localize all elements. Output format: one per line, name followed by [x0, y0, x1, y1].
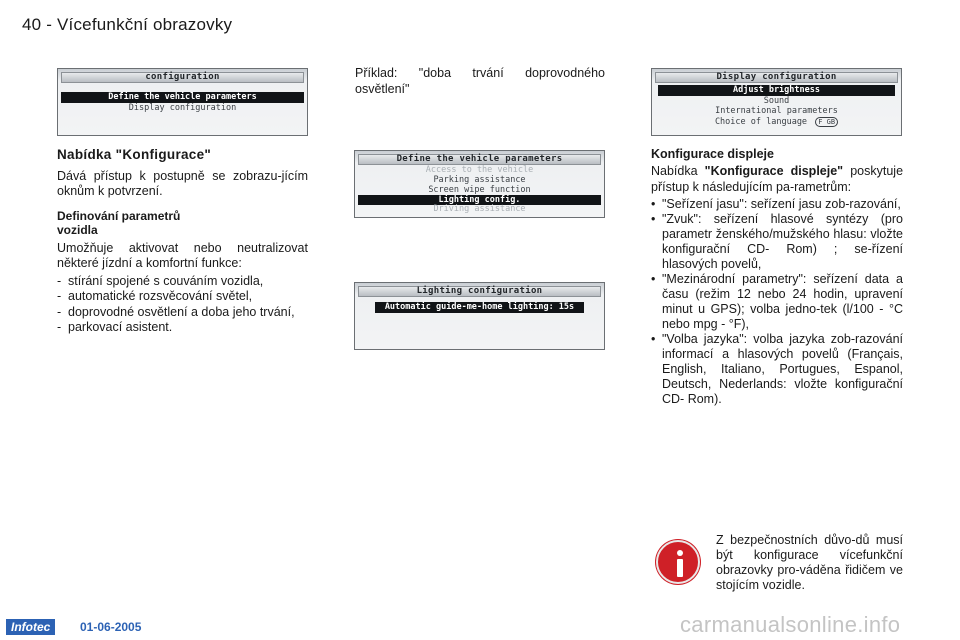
infotec-logo: Infotec — [6, 619, 55, 635]
menu-item-guide-me-home-lighting[interactable]: Automatic guide-me-home lighting: 15s — [375, 302, 584, 313]
menu-item-sound[interactable]: Sound — [763, 95, 790, 106]
screen-title: Define the vehicle parameters — [358, 154, 601, 165]
lighting-configuration-screen — [354, 282, 605, 350]
right-column — [651, 147, 903, 407]
list-item: • "Zvuk": seřízení hlasové syntézy (pro parametr ženského/mužského hlasu: vložte konfigurační CD- Rom) ; se-řízení hlasových povelů, — [651, 212, 903, 272]
menu-item-label: Choice of language — [714, 116, 808, 127]
parameter-list — [651, 197, 903, 407]
menu-item-access-to-vehicle[interactable]: Access to the vehicle — [425, 165, 534, 175]
menu-item-choice-of-language[interactable] — [652, 117, 901, 128]
list-item: • "Volba jazyka": volba jazyka zob-razování informací a hlasových povelů (Français, English, Italiano, Portugues, Espanol, Deutsch, Nederlands: vložte konfigurační CD- Rom). — [651, 332, 903, 407]
vehicle-parameters-screen — [354, 150, 605, 218]
page-title: 40 - Vícefunkční obrazovky — [22, 15, 233, 34]
subsection-heading-line: Definování parametrů — [57, 208, 181, 223]
section-heading-configuration: Nabídka "Konfigurace" — [57, 147, 212, 162]
menu-item-define-vehicle-parameters[interactable]: Define the vehicle parameters — [61, 92, 304, 103]
list-item: • "Mezinárodní parametry": seřízení data a času (režim 12 nebo 24 hodin, upravení minut u GPS); volba jedno-tek (l/100 - °C nebo mpg - °F), — [651, 272, 903, 332]
example-caption: Příklad: "doba trvání doprovodného osvětlení" — [355, 66, 605, 96]
list-item: - stírání spojené s couváním vozidla, — [57, 274, 308, 290]
menu-item-parking-assistance[interactable]: Parking assistance — [433, 175, 526, 185]
section-intro: Dává přístup k postupně se zobrazu-jícím oknům k potvrzení. — [57, 168, 308, 198]
list-item: - doprovodné osvětlení a doba jeho trvání, — [57, 305, 308, 321]
menu-item-screen-wipe-function[interactable]: Screen wipe function — [428, 185, 531, 195]
footer-date: 01-06-2005 — [80, 620, 142, 634]
configuration-screen — [57, 68, 308, 136]
info-icon — [656, 540, 700, 584]
display-configuration-screen — [651, 68, 902, 136]
section-intro — [651, 164, 903, 195]
menu-item-adjust-brightness[interactable]: Adjust brightness — [658, 85, 895, 96]
safety-note: Z bezpečnostních důvo-dů musí být konfigurace vícefunkční obrazovky pro-váděna řidičem ve stojícím vozidle. — [716, 533, 903, 592]
list-item: - automatické rozsvěcování světel, — [57, 289, 308, 305]
section-heading-display-configuration: Konfigurace displeje — [651, 147, 774, 161]
subsection-heading-line: vozidla — [57, 222, 98, 237]
menu-item-international-parameters[interactable]: International parameters — [715, 106, 838, 116]
subsection-intro: Umožňuje aktivovat nebo neutralizovat některé jízdní a komfortní funkce: — [57, 240, 308, 270]
watermark: carmanualsonline.info — [680, 612, 901, 637]
screen-title: Lighting configuration — [358, 286, 601, 297]
screen-title: configuration — [61, 72, 304, 83]
screen-title: Display configuration — [655, 72, 898, 83]
menu-item-driving-assistance[interactable]: Driving assistance — [433, 204, 526, 214]
menu-item-lighting-config[interactable]: Lighting config. — [358, 195, 601, 205]
intro-prefix: Nabídka — [651, 164, 705, 178]
subsection-heading — [57, 209, 308, 237]
list-item: - parkovací asistent. — [57, 320, 308, 336]
intro-bold: "Konfigurace displeje" — [704, 164, 844, 178]
intro-suffix: poskytuje přístup k následujícím pa-rametrům: — [651, 164, 904, 194]
language-badge: F GB — [815, 117, 838, 127]
list-item: • "Seřízení jasu": seřízení jasu zob-razování, — [651, 197, 903, 212]
menu-item-display-configuration[interactable]: Display configuration — [128, 102, 237, 113]
feature-list — [57, 274, 308, 336]
left-column — [57, 147, 308, 336]
